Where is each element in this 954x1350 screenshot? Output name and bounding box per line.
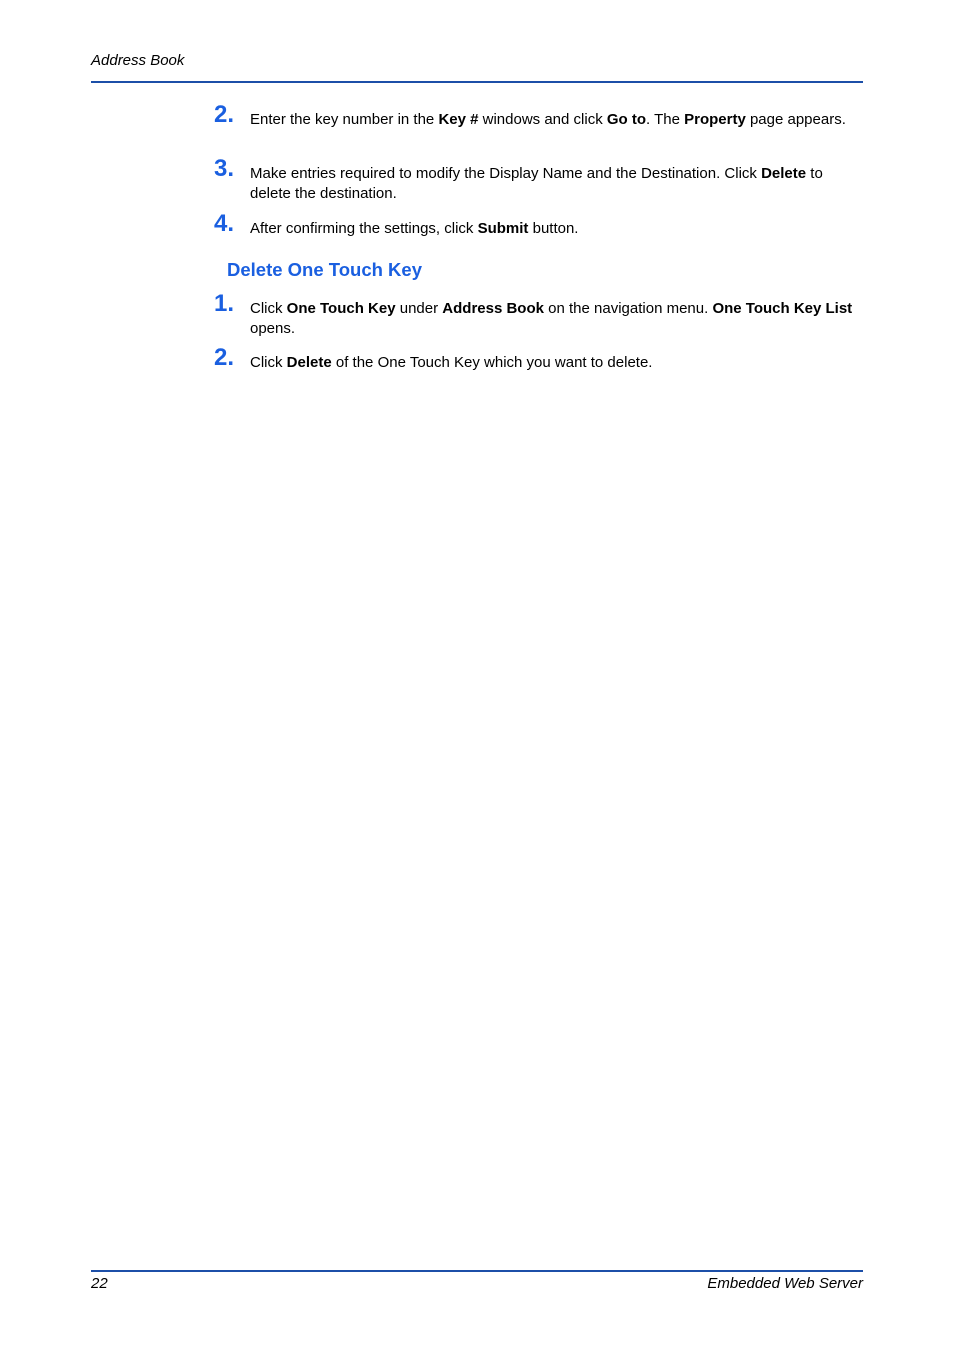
bold-term: Go to xyxy=(606,111,647,128)
text-run: on the navigation menu. xyxy=(543,300,713,317)
step-text xyxy=(250,110,864,130)
bold-term: One Touch Key List xyxy=(712,300,853,317)
header-rule xyxy=(91,81,863,83)
text-run: under xyxy=(395,300,443,317)
text-run: Make entries required to modify the Display Name and the Destination. Click xyxy=(250,165,762,182)
step-number: 4. xyxy=(214,210,235,237)
bold-term: Key # xyxy=(438,111,479,128)
text-run: button. xyxy=(528,220,579,237)
text-run: windows and click xyxy=(478,111,607,128)
text-run: to delete the destination. xyxy=(250,165,823,202)
text-run: After confirming the settings, click xyxy=(250,220,478,237)
text-run: Click xyxy=(250,300,287,317)
bold-term: Address Book xyxy=(442,300,544,317)
footer-rule xyxy=(91,1270,863,1272)
bold-term: Delete xyxy=(286,354,332,371)
section-heading: Delete One Touch Key xyxy=(227,259,422,280)
step-number: 2. xyxy=(214,344,235,371)
text-run: page appears. xyxy=(745,111,846,128)
step-number: 2. xyxy=(214,101,235,128)
text-run: . The xyxy=(646,111,685,128)
bold-term: One Touch Key xyxy=(286,300,396,317)
page-number: 22 xyxy=(91,1275,108,1292)
text-run: opens. xyxy=(250,319,296,337)
text-run: Click xyxy=(250,354,287,371)
text-run: Enter the key number in the xyxy=(250,111,439,128)
step-number: 1. xyxy=(214,290,235,317)
step-text xyxy=(250,219,864,239)
step-text xyxy=(250,299,864,338)
step-number: 3. xyxy=(214,155,235,182)
step-text xyxy=(250,353,864,373)
bold-term: Submit xyxy=(477,220,529,237)
running-header-title: Address Book xyxy=(91,52,185,69)
bold-term: Property xyxy=(684,111,746,128)
text-run: of the One Touch Key which you want to delete. xyxy=(331,354,653,371)
running-footer-title: Embedded Web Server xyxy=(707,1275,863,1292)
bold-term: Delete xyxy=(761,165,807,182)
step-text xyxy=(250,164,864,203)
